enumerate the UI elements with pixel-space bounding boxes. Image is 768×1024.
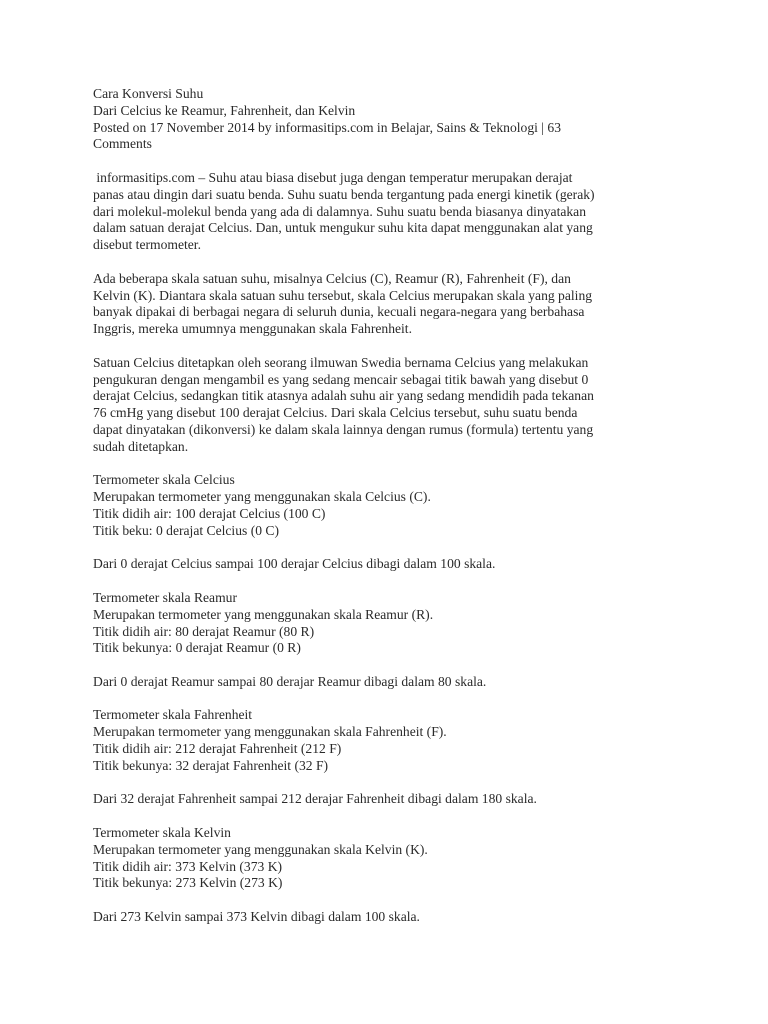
paragraph-line: dalam satuan derajat Celcius. Dan, untuk mengukur suhu kita dapat menggunakan alat yang [93,220,593,236]
scale-boiling-point: Titik didih air: 100 derajat Celcius (100 C) [93,505,326,521]
paragraph-line: Ada beberapa skala satuan suhu, misalnya Celcius (C), Reamur (R), Fahrenheit (F), dan [93,270,571,286]
scale-heading: Termometer skala Kelvin [93,825,231,841]
scale-heading: Termometer skala Reamur [93,589,237,605]
scale-celcius [93,472,693,539]
paragraph-line: Satuan Celcius ditetapkan oleh seorang ilmuwan Swedia bernama Celcius yang melakukan [93,354,589,370]
paragraph-line: disebut termometer. [93,237,201,253]
scale-description: Merupakan termometer yang menggunakan skala Celcius (C). [93,489,431,505]
paragraph-celcius-origin [93,355,693,456]
scale-freezing-point: Titik bekunya: 0 derajat Reamur (0 R) [93,640,301,656]
scale-boiling-point: Titik didih air: 373 Kelvin (373 K) [93,858,283,874]
paragraph-line: pengukuran dengan mengambil es yang sedang mencair sebagai titik bawah yang disebut 0 [93,371,589,387]
paragraph-line: Inggris, mereka umumnya menggunakan skala Fahrenheit. [93,321,412,337]
scale-boiling-point: Titik didih air: 212 derajat Fahrenheit (212 F) [93,741,342,757]
scale-heading: Termometer skala Celcius [93,472,235,488]
scale-boiling-point: Titik didih air: 80 derajat Reamur (80 R) [93,623,315,639]
paragraph-intro [93,170,693,254]
document-header [93,86,693,153]
scale-summary: Dari 32 derajat Fahrenheit sampai 212 derajar Fahrenheit dibagi dalam 180 skala. [93,791,537,807]
scale-description: Merupakan termometer yang menggunakan skala Kelvin (K). [93,841,428,857]
paragraph-line: sudah ditetapkan. [93,438,189,454]
document-title: Cara Konversi Suhu [93,86,204,101]
scale-kelvin [93,825,693,892]
scale-description: Merupakan termometer yang menggunakan skala Fahrenheit (F). [93,724,447,740]
posted-info-continued: Comments [93,136,152,152]
scale-freezing-point: Titik bekunya: 273 Kelvin (273 K) [93,875,283,891]
document-subtitle: Dari Celcius ke Reamur, Fahrenheit, dan Kelvin [93,102,356,118]
scale-freezing-point: Titik beku: 0 derajat Celcius (0 C) [93,522,280,538]
posted-info: Posted on 17 November 2014 by informasitips.com in Belajar, Sains & Teknologi | 63 [93,119,562,135]
scale-celcius-summary-block [93,556,693,573]
paragraph-scales [93,271,693,338]
paragraph-line: dari molekul-molekul benda yang ada di dalamnya. Suhu suatu benda biasanya dinyatakan [93,203,587,219]
paragraph-line: informasitips.com – Suhu atau biasa disebut juga dengan temperatur merupakan derajat [93,169,573,185]
scale-summary: Dari 0 derajat Celcius sampai 100 derajar Celcius dibagi dalam 100 skala. [93,556,496,572]
scale-fahrenheit-summary-block [93,791,693,808]
scale-heading: Termometer skala Fahrenheit [93,707,253,723]
document-page [93,86,693,943]
scale-fahrenheit [93,707,693,774]
scale-reamur [93,590,693,657]
scale-reamur-summary-block [93,674,693,691]
paragraph-line: panas atau dingin dari suatu benda. Suhu suatu benda tergantung pada energi kinetik (gerak) [93,186,595,202]
scale-freezing-point: Titik bekunya: 32 derajat Fahrenheit (32 F) [93,757,329,773]
scale-description: Merupakan termometer yang menggunakan skala Reamur (R). [93,606,434,622]
paragraph-line: banyak dipakai di berbagai negara di seluruh dunia, kecuali negara-negara yang berbahasa [93,304,585,320]
scale-summary: Dari 273 Kelvin sampai 373 Kelvin dibagi dalam 100 skala. [93,909,420,925]
scale-kelvin-summary-block [93,909,693,926]
paragraph-line: dapat dinyatakan (dikonversi) ke dalam skala lainnya dengan rumus (formula) tertentu yang [93,421,594,437]
paragraph-line: 76 cmHg yang disebut 100 derajat Celcius. Dari skala Celcius tersebut, suhu suatu benda [93,405,578,421]
paragraph-line: derajat Celcius, sedangkan titik atasnya adalah suhu air yang sedang mendidih pada tekanan [93,388,594,404]
scale-summary: Dari 0 derajat Reamur sampai 80 derajar Reamur dibagi dalam 80 skala. [93,673,487,689]
paragraph-line: Kelvin (K). Diantara skala satuan suhu tersebut, skala Celcius merupakan skala yang paling [93,287,593,303]
